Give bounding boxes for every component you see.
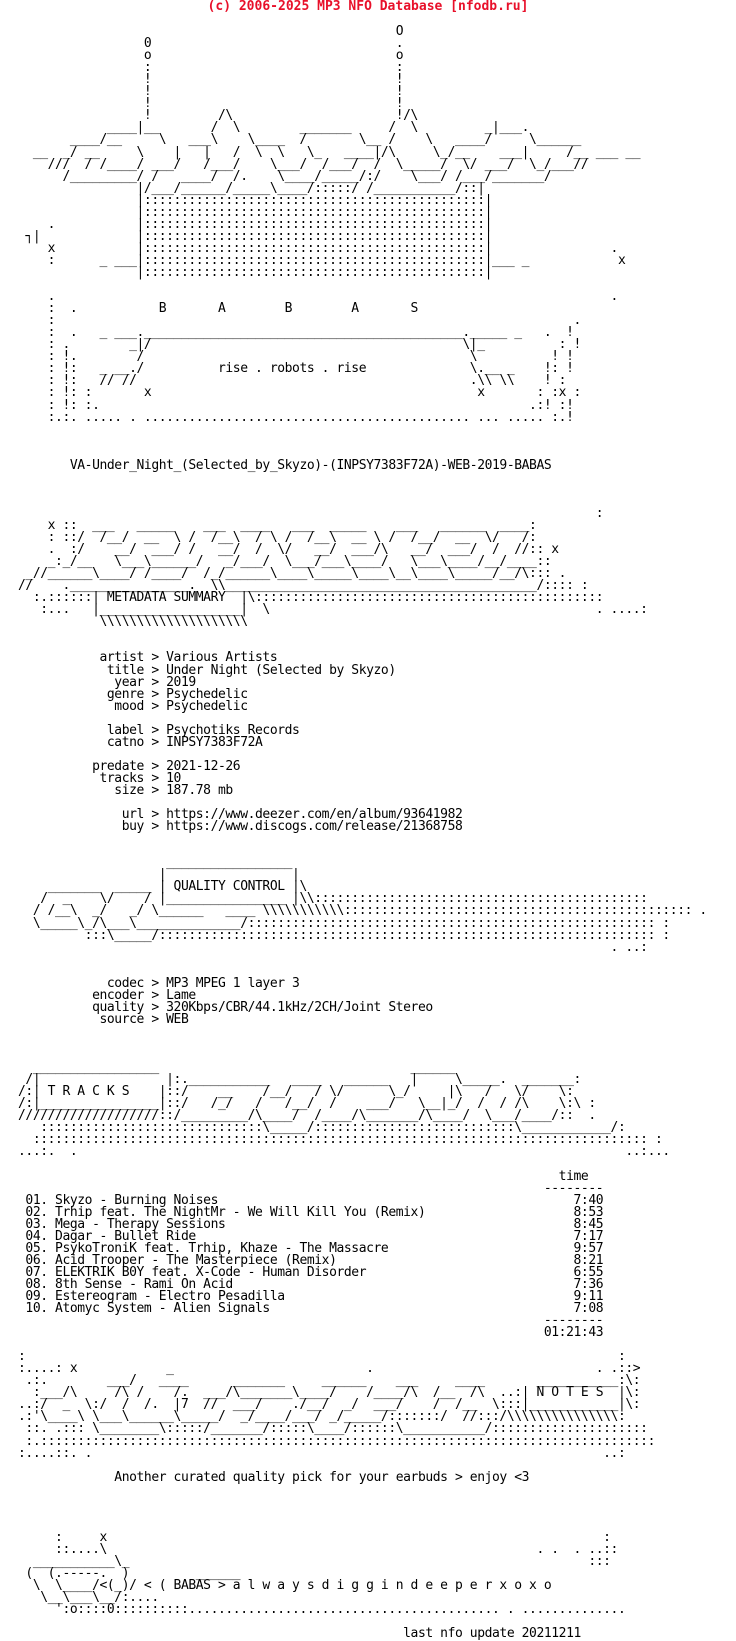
nfo-line: _________________ — [18, 855, 293, 871]
nfo-line: / /__\ _/ _/ \______ ____ \\\\\\\\\\\::::::::::::::::::::::::::::::::::::::::::::::: . — [18, 903, 707, 919]
nfo-line: ::::::::::::::::::::::::::::::::::::::::::::::::::::::::::::::::::::::::::::::::::: : — [18, 1132, 663, 1148]
nfo-line: quality > 320Kbps/CBR/44.1kHz/2CH/Joint Stereo — [18, 999, 433, 1015]
nfo-line: 01. Skyzo - Burning Noises 7:40 — [18, 1192, 604, 1208]
nfo-line: ! ! — [18, 96, 404, 112]
nfo-line: ! ! — [18, 84, 404, 100]
nfo-line — [18, 1484, 707, 1496]
nfo-line: : !. / \ ! ! — [18, 349, 574, 365]
nfo-line: : x : — [18, 1529, 611, 1545]
nfo-line — [18, 628, 707, 640]
nfo-line — [18, 1038, 707, 1050]
nfo-line: ! /\ !/\ — [18, 108, 418, 124]
nfo-line: :::\_____/::::::::::::::::::::::::::::::::::::::::::::::::::::::::::::::::::: : — [18, 927, 670, 943]
nfo-line: x :: ___ _____ ___ ____ ___ _____ ___ ______ ____: — [18, 517, 537, 533]
nfo-line: VA-Under_Night_(Selected_by_Skyzo)-(INPSY7383F72A)-WEB-2019-BABAS — [18, 457, 552, 473]
nfo-line — [18, 1508, 707, 1520]
nfo-line: 05. PsykoTroniK feat. Trhip, Khaze - The Massacre 9:57 — [18, 1240, 604, 1256]
nfo-line: ///////////////////::/_________/\____/ /____/\_______/\____/ \___/____/:: . — [18, 1108, 596, 1124]
nfo-line: /:|________________|::/ /_/ / /__/ / ___/ \__|_/ / / /\ \:\ : — [18, 1096, 596, 1112]
nfo-line — [18, 833, 707, 845]
nfo-line: \\\\\\\\\\\\\\\\\\\\ — [18, 614, 248, 630]
nfo-line: :... |___________________| \ . ....: — [18, 602, 648, 618]
nfo-line: ____|__ / \ _______ / \ _|___. — [18, 120, 530, 136]
nfo-line: \__\___\__/:.... — [18, 1590, 159, 1606]
nfo-line: 08. 8th Sense - Rami On Acid 7:36 — [18, 1276, 604, 1292]
nfo-line: \ \____/<(_)/ < ( BABAS > a l w a y s d i g g i n d e e p e r x o x o — [18, 1578, 552, 1594]
nfo-line: : !: :. .:! :! — [18, 397, 574, 413]
nfo-line: :....: x _ . . .::> — [18, 1361, 641, 1377]
nfo-line: .:. ___/ ____ _______ ______ ___ ____ ___________:\: — [18, 1373, 641, 1389]
nfo-line — [18, 1496, 707, 1508]
nfo-line: buy > https://www.discogs.com/release/21368758 — [18, 819, 463, 835]
nfo-line: -------- — [18, 1180, 604, 1196]
nfo-line: tracks > 10 — [18, 770, 181, 786]
nfo-line: /// / /____/ ___/ /___/ \___/ /___/ / \_____/ \/ ___/ \_/___// — [18, 156, 589, 172]
nfo-line: size > 187.78 mb — [18, 783, 233, 798]
nfo-line: /:| T R A C K S |::/ __ /__/ / \/ \_/ |\ / \/ \: — [18, 1084, 574, 1100]
nfo-line: : _ ___|::::::::::::::::::::::::::::::::::::::::::::::|___ _ x — [18, 252, 626, 268]
nfo-line: encoder > Lame — [18, 987, 196, 1003]
nfo-line: : !: : x x : :x : — [18, 385, 581, 401]
nfo-line: .:'\____\ \___\______\_____/ _/____/___/ _/_____/:::::::/ //:::/\\\\\\\\\\\\\\\: — [18, 1409, 626, 1425]
nfo-line: . :/ __/ ___/ / __/ / \/ __/ ___/\ __/ ___/ / //:: x — [18, 542, 559, 558]
nfo-line: . |::::::::::::::::::::::::::::::::::::::::::::::| — [18, 216, 493, 232]
nfo-line: 06. Acid Trooper - The Masterpiece (Remix) 8:21 — [18, 1252, 604, 1268]
nfo-line: |::::::::::::::::::::::::::::::::::::::::::::::| — [18, 192, 493, 208]
copyright-banner: (c) 2006-2025 MP3 NFO Database [nfodb.ru] — [207, 0, 529, 14]
nfo-line: predate > 2021-12-26 — [18, 758, 241, 774]
nfo-line: / _ \/ / |________________ |\\::::::::::::::::::::::::::::::::::::::::::::: — [18, 891, 648, 907]
nfo-line: /_________/ / ____/ /. \____/_____/:/ \___/ /___/_______/ — [18, 168, 552, 184]
nfo-line: : . — [18, 313, 581, 329]
nfo-line: : — [18, 505, 604, 521]
nfo-line: Another curated quality pick for your earbuds > enjoy <3 — [18, 1469, 530, 1485]
nfo-line: |::::::::::::::::::::::::::::::::::::::::::::::| — [18, 204, 493, 220]
nfo-line — [18, 1616, 707, 1628]
nfo-line: -------- — [18, 1313, 604, 1329]
nfo-line: ____/__ \ ___\ \____ / \__ / \ ____/ \______ — [18, 132, 581, 148]
nfo-text-block — [18, 14, 707, 1640]
nfo-line: : . _|/ \|_ : ! — [18, 337, 581, 353]
nfo-line: _______ _____ | QUALITY CONTROL |\ — [18, 879, 307, 895]
nfo-line: ::::::::::::::::::::::::::::::\_____/:::::::::::::::::::::::::::\____________/: — [18, 1120, 626, 1136]
nfo-line: 09. Estereogram - Electro Pesadilla 9:11 — [18, 1288, 604, 1304]
nfo-line: 04. Dagar - Bullet Ride 7:17 — [18, 1228, 604, 1244]
nfo-line: . ..: — [18, 939, 648, 955]
nfo-line: _:_/__ \___\______/ _/___/ \___/___\____/ \___\____/__/____:: — [18, 554, 552, 570]
nfo-line: artist > Various Artists — [18, 650, 278, 666]
nfo-line: _//______\____/ /____/ /_/______\____\_____\____\__\____\_____/__/\::: . — [18, 566, 567, 582]
nfo-line — [18, 1026, 707, 1038]
nfo-line: : !: _ __./ rise . robots . rise \.__ _ !: ! — [18, 361, 574, 377]
nfo-line: label > Psychotiks Records — [18, 722, 300, 738]
nfo-line: ┐| |::::::::::::::::::::::::::::::::::::::::::::::| — [18, 228, 493, 244]
nfo-line: 07. ELEKTRIK B0Y feat. X-Code - Human Disorder 6:55 — [18, 1264, 604, 1280]
nfo-line: ___________\_ ::: — [18, 1554, 611, 1569]
nfo-line: O — [18, 24, 404, 40]
nfo-line: : . B A B A S — [18, 301, 418, 317]
nfo-line: url > https://www.deezer.com/en/album/93641982 — [18, 807, 463, 823]
nfo-line: ::....\ . . . ..:: — [18, 1541, 618, 1557]
nfo-line: : : — [18, 1349, 626, 1365]
nfo-line: : !: // // .\\ \\ ! : — [18, 373, 567, 389]
nfo-line — [18, 954, 707, 966]
nfo-line: ::. .::: \________\:::::/_______/:::::\____/::::::\___________/::::::::::::::::::::: — [18, 1421, 648, 1437]
nfo-line — [18, 484, 707, 496]
nfo-line: \_____\_/\___\______________/::::::::::::::::::::::::::::::::::::::::::::::::::::::: : — [18, 915, 670, 931]
nfo-line: 02. Trhip feat. The NightMr - We Will Kill You (Remix) 8:53 — [18, 1204, 604, 1220]
nfo-line — [18, 436, 707, 448]
nfo-line: : ::/ /__/ __ \ / /__\ / \ / /__\ __ \ / /__/ __ \/ /: — [18, 530, 537, 546]
nfo-line: 03. Mega - Therapy Sessions 8:45 — [18, 1216, 604, 1232]
nfo-line: : : — [18, 60, 404, 76]
nfo-line: | | — [18, 867, 300, 883]
nfo-line: _________________ ______ — [18, 1060, 455, 1076]
nfo-line: source > WEB — [18, 1011, 189, 1027]
nfo-line: :.::::::| METADATA SUMMARY |\::::::::::::::::::::::::::::::::::::::::::::::: — [18, 590, 604, 606]
nfo-line: ! ! — [18, 72, 404, 88]
nfo-line: year > 2019 — [18, 674, 196, 690]
nfo-line: ...:. . ..:... — [18, 1144, 670, 1160]
nfo-line: catno > INPSY7383F72A — [18, 734, 263, 750]
nfo-line: __ _/ __ \ | | / \ \ \_ ____|/\ \_/__ ___| /__ ___ __ — [18, 144, 641, 160]
nfo-line: time — [18, 1168, 589, 1184]
nfo-line: : . _ ___.___________________________________________._____ _ . ! — [18, 325, 574, 341]
nfo-line: x |::::::::::::::::::::::::::::::::::::::::::::::| . — [18, 240, 618, 256]
nfo-line: |/___/______/_____\____/:::::/ /___________/::| — [18, 180, 485, 196]
nfo-line: 10. Atomyc System - Alien Signals 7:08 — [18, 1301, 604, 1317]
nfo-line: :___/\ /\ / /. ___/\_______\____/ /____/\ /__ /\ ..:| N O T E S |\: — [18, 1385, 641, 1401]
nfo-line: ( (.-----. ) ______ — [18, 1566, 241, 1582]
nfo-line: . . — [18, 289, 618, 305]
nfo-line: /| |:.___________ ____ ______ | \_____. _______: — [18, 1072, 581, 1088]
nfo-line — [18, 472, 707, 484]
nfo-line: ':o::::0::::::::::.......................................... . .............. — [18, 1602, 626, 1618]
nfo-line: genre > Psychedelic — [18, 686, 248, 702]
nfo-line: 01:21:43 — [18, 1325, 604, 1341]
nfo-line: :.:. ..... . ............................................ ... ..... :.! — [18, 409, 574, 425]
nfo-line: // .________________. \\__________________________________________/:::: : — [18, 578, 589, 594]
nfo-line: :.::::::::::::::::::::::::::::::::::::::::::::::::::::::::::::::::::::::::::::::::::: — [18, 1433, 655, 1449]
nfo-line: ..:/ _ \:/ / /. |7 // ___/ ./__/ _/ ___/ / /__ \:::|____________|\: — [18, 1397, 641, 1413]
nfo-line: |::::::::::::::::::::::::::::::::::::::::::::::| — [18, 264, 493, 280]
nfo-line — [18, 424, 707, 436]
nfo-line: :....::. . ..: — [18, 1445, 626, 1461]
nfo-line: title > Under Night (Selected by Skyzo) — [18, 662, 396, 678]
nfo-line: 0 . — [18, 36, 404, 52]
nfo-line: codec > MP3 MPEG 1 layer 3 — [18, 975, 300, 991]
nfo-line: o o — [18, 48, 404, 64]
nfo-line: last nfo update 20211211 — [18, 1626, 581, 1641]
nfo-line: mood > Psychedelic — [18, 698, 248, 714]
